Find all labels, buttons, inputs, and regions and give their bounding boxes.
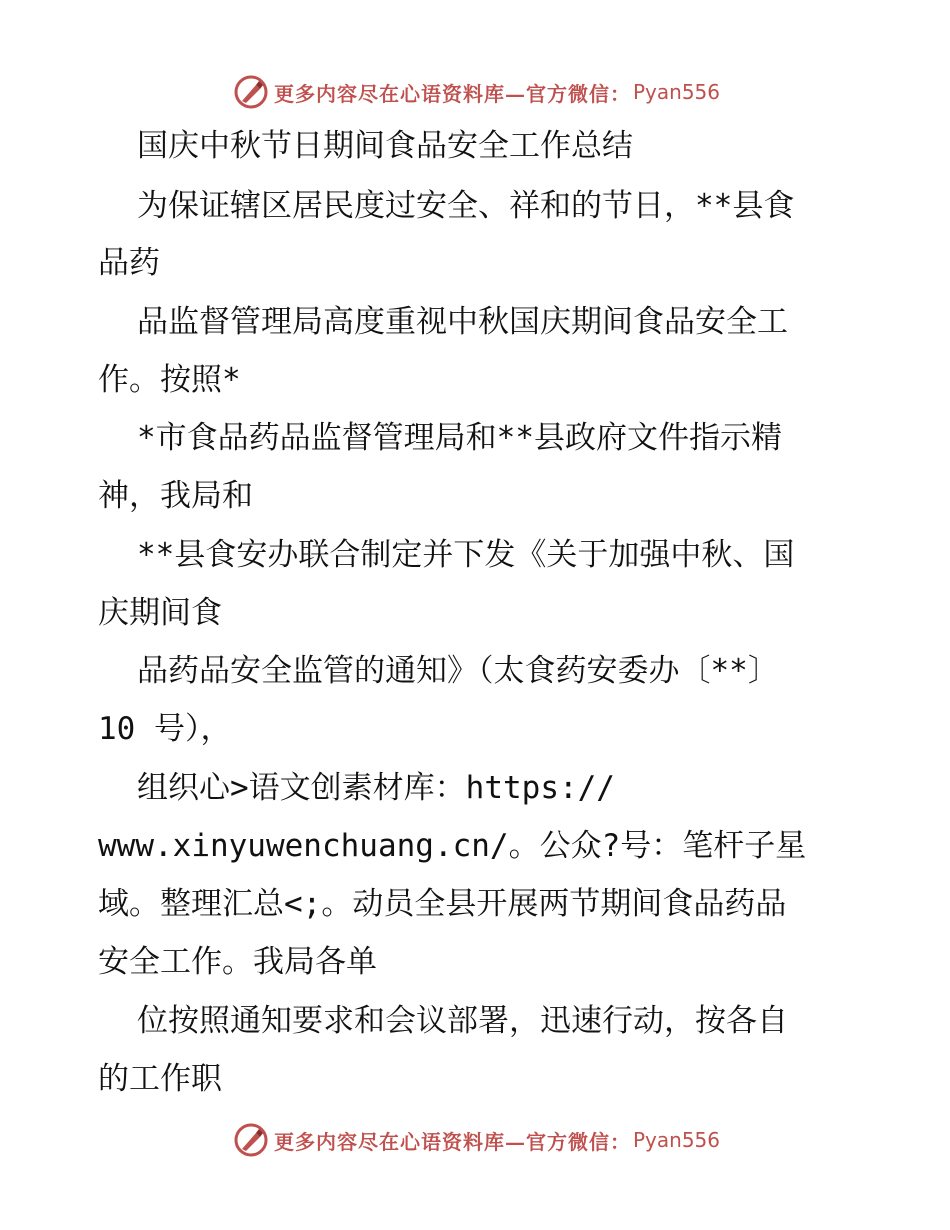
footer-wechat-id: Pyan556 bbox=[633, 1128, 721, 1152]
header-banner-text: 更多内容尽在心语资料库—官方微信： bbox=[274, 81, 631, 106]
text-line: 品药 bbox=[98, 245, 160, 281]
text-line: 组织心>语文创素材库：https:// bbox=[137, 770, 615, 806]
text-line: 安全工作。我局各单 bbox=[98, 944, 377, 980]
text-line: *市食品药品监督管理局和**县政府文件指示精 bbox=[137, 420, 782, 456]
text-line: 品监督管理局高度重视中秋国庆期间食品安全工 bbox=[137, 304, 788, 340]
footer-banner[interactable] bbox=[234, 1120, 720, 1160]
document-title: 国庆中秋节日期间食品安全工作总结 bbox=[137, 128, 633, 164]
footer-banner-text: 更多内容尽在心语资料库—官方微信： bbox=[274, 1129, 631, 1154]
header-wechat-id: Pyan556 bbox=[633, 80, 721, 104]
text-line: 品药品安全监管的通知》（太食药安委办〔**〕 bbox=[137, 653, 779, 689]
text-line: 为保证辖区居民度过安全、祥和的节日，**县食 bbox=[137, 188, 795, 224]
text-line: 神，我局和 bbox=[98, 478, 253, 514]
text-line: 庆期间食 bbox=[98, 595, 222, 631]
text-line: 作。按照* bbox=[98, 362, 241, 398]
text-line: www.xinyuwenchuang.cn/。公众?号：笔杆子星 bbox=[98, 828, 807, 864]
text-line: **县食安办联合制定并下发《关于加强中秋、国 bbox=[137, 537, 795, 573]
pen-logo-icon bbox=[234, 1123, 268, 1157]
text-line: 10 号）， bbox=[98, 711, 232, 747]
text-line: 的工作职 bbox=[98, 1061, 222, 1097]
text-line: 域。整理汇总<;。动员全县开展两节期间食品药品 bbox=[98, 886, 787, 922]
text-line: 位按照通知要求和会议部署，迅速行动，按各自 bbox=[137, 1003, 788, 1039]
